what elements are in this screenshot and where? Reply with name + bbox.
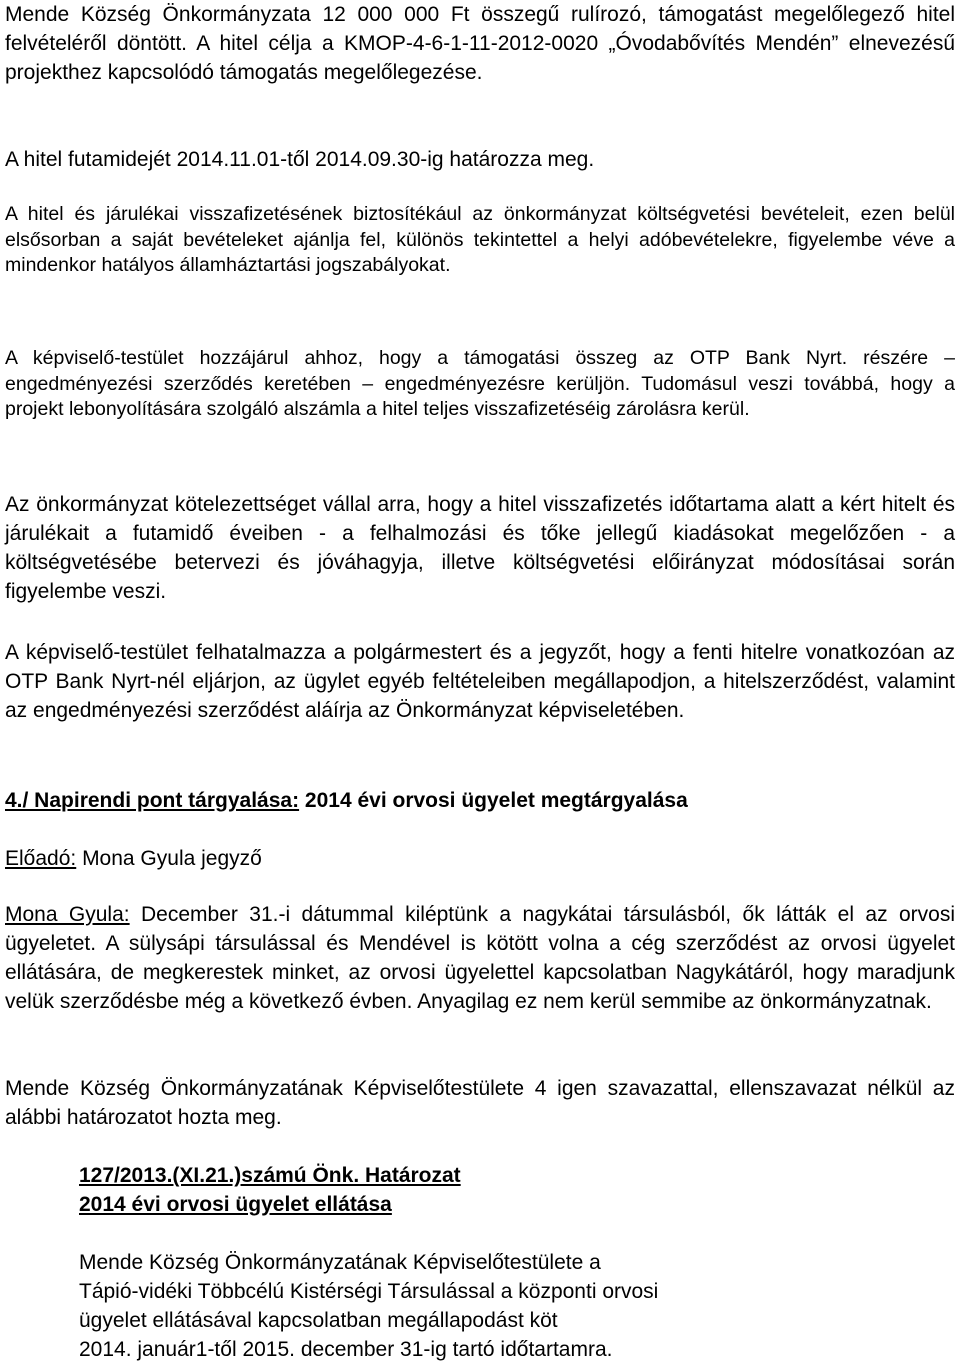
paragraph-authorization: A képviselő-testület felhatalmazza a polgármestert és a jegyzőt, hogy a fenti hitelre vonatkozóan az OTP Bank Nyrt-nél eljárjon, az ügylet egyéb feltételeiben megállapodjon, a hitelszerződést, valamint az engedményezési szerződést aláírja az Önkormányzat képviseletében.	[5, 641, 955, 722]
vote-paragraph: Mende Község Önkormányzatának Képviselőtestülete 4 igen szavazattal, ellenszavazat nélkül az alábbi határozatot hozta meg.	[5, 1077, 955, 1129]
resolution-line: 2014. január1-től 2015. december 31-ig tartó időtartamra.	[79, 1338, 613, 1361]
speech-text: December 31.-i dátummal kiléptünk a nagykátai társulásból, ők látták el az orvosi ügyeletet. A sülysápi társulással és Mendével is kötött volna a cég szerződést az orvosi ügyelet ellátására, de megkerestek minket, az orvosi ügyelettel kapcsolatban Nagykátáról, hogy maradjunk velük szerződésbe még a következő évben. Anyagilag ez nem kerül semmibe az önkormányzatnak.	[5, 903, 955, 1013]
resolution-number: 127/2013.(XI.21.)számú Önk. Határozat	[79, 1164, 461, 1187]
resolution-line: Mende Község Önkormányzatának Képviselőtestülete a	[79, 1251, 601, 1274]
speech-paragraph	[5, 900, 955, 1016]
resolution-block	[5, 1161, 955, 1364]
agenda-title: 2014 évi orvosi ügyelet megtárgyalása	[299, 789, 688, 812]
presenter-line	[5, 844, 955, 873]
resolution-line: ügyelet ellátásával kapcsolatban megállapodást köt	[79, 1309, 558, 1332]
resolution-subject: 2014 évi orvosi ügyelet ellátása	[79, 1193, 392, 1216]
presenter-label: Előadó:	[5, 847, 77, 870]
resolution-spacer	[79, 1219, 955, 1248]
paragraph-loan-term: A hitel futamidejét 2014.11.01-től 2014.09.30-ig határozza meg.	[5, 148, 595, 171]
presenter-name: Mona Gyula jegyző	[76, 847, 262, 870]
paragraph-loan-security: A hitel és járulékai visszafizetésének biztosítékául az önkormányzat költségvetési bevételeit, ezen belül elsősorban a saját bevételeket ajánlja fel, különös tekintettel a helyi adóbevételekre, figyelembe véve a mindenkor hatályos államháztartási jogszabályokat.	[5, 203, 955, 276]
resolution-line: Tápió-vidéki Többcélú Kistérségi Társulással a központi orvosi	[79, 1280, 659, 1303]
paragraph-loan-decision: Mende Község Önkormányzata 12 000 000 Ft összegű rulírozó, támogatást megelőlegező hitel felvételéről döntött. A hitel célja a KMOP-4-6-1-11-2012-0020 „Óvodabővítés Mendén” elnevezésű projekthez kapcsolódó támogatás megelőlegezése.	[5, 3, 955, 84]
agenda-heading	[5, 786, 955, 815]
paragraph-assignment: A képviselő-testület hozzájárul ahhoz, hogy a támogatási összeg az OTP Bank Nyrt. részére – engedményezési szerződés keretében – engedményezésre kerüljön. Tudomásul veszi továbbá, hogy a projekt lebonyolítására szolgáló alszámla a hitel teljes visszafizetéséig zárolásra kerül.	[5, 347, 955, 420]
paragraph-commitment: Az önkormányzat kötelezettséget vállal arra, hogy a hitel visszafizetés időtartama alatt a kért hitelt és járulékait a futamidő éveiben - a felhalmozási és tőke jellegű kiadásokat megelőzően - a költségvetésébe betervezi és jóváhagyja, illetve költségvetési előirányzat módosításai során figyelembe veszi.	[5, 493, 955, 603]
agenda-label: 4./ Napirendi pont tárgyalása:	[5, 789, 300, 812]
speaker-name: Mona Gyula:	[5, 903, 130, 926]
